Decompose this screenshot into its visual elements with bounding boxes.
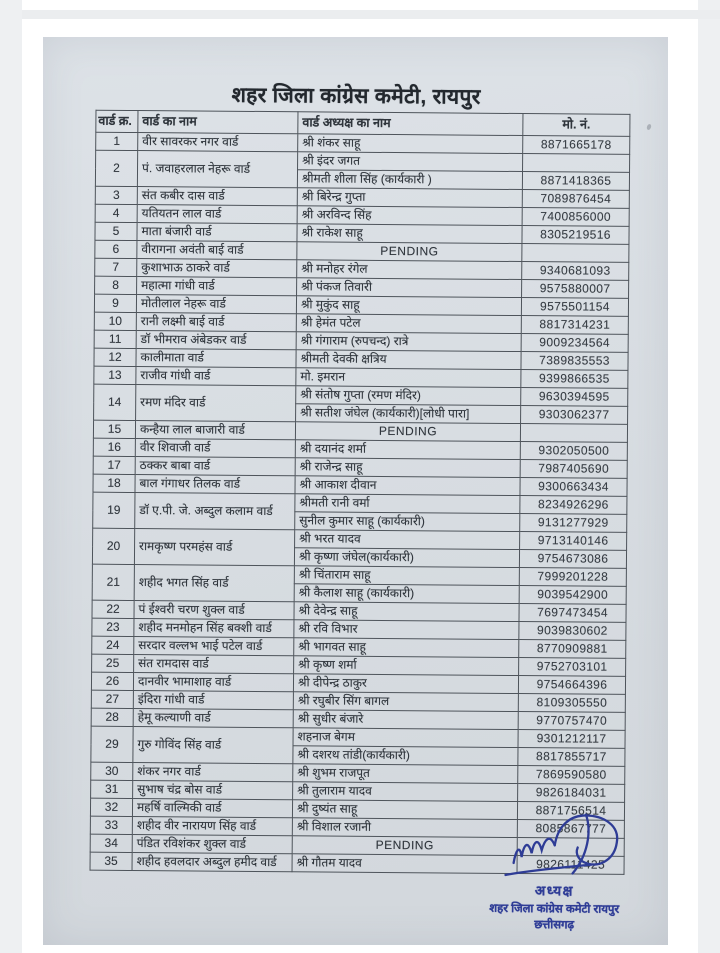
- ward-row: [96, 150, 630, 172]
- ward-name-cell: शहीद भगत सिंह वार्ड: [134, 565, 294, 602]
- ward-table-body: [90, 132, 630, 874]
- ward-name-cell: कुशाभाऊ ठाकरे वार्ड: [137, 259, 297, 278]
- ward-row: [92, 564, 626, 586]
- ward-name-cell: महात्मा गांधी वार्ड: [137, 277, 297, 296]
- ward-no-cell: 9: [94, 294, 136, 312]
- ward-no-cell: 5: [95, 222, 137, 240]
- mobile-no-cell: 8109305550: [518, 694, 625, 713]
- ward-no-cell: 8: [95, 276, 137, 294]
- ward-no-cell: 25: [92, 654, 134, 672]
- ward-name-cell: रमण मंदिर वार्ड: [136, 385, 296, 422]
- president-name-cell: श्री कृष्णा जंघेल(कार्यकारी): [294, 548, 519, 568]
- mobile-no-cell: 9039542900: [519, 586, 626, 605]
- ward-name-cell: डॉ भीमराव अंबेडकर वार्ड: [136, 331, 296, 350]
- ward-no-cell: 11: [94, 330, 136, 348]
- president-name-cell: मो. इमरान: [296, 368, 521, 388]
- ward-no-cell: 3: [95, 186, 137, 204]
- header-ward-name: वार्ड का नाम: [138, 111, 298, 134]
- ward-name-cell: यतियतन लाल वार्ड: [137, 205, 297, 224]
- mobile-no-cell: 9300663434: [520, 478, 627, 497]
- president-name-cell: श्री रघुबीर सिंग बागल: [293, 692, 518, 712]
- ward-no-cell: 27: [91, 690, 133, 708]
- ward-table: [90, 110, 631, 875]
- ward-no-cell: 24: [92, 636, 134, 654]
- ward-row: [93, 492, 627, 514]
- ward-no-cell: 20: [92, 528, 134, 564]
- ward-no-cell: 28: [91, 708, 133, 726]
- ward-no-cell: 33: [90, 816, 132, 834]
- ward-no-cell: 31: [91, 780, 133, 798]
- ward-no-cell: 13: [94, 366, 136, 384]
- mobile-no-cell: 9826184031: [518, 784, 625, 803]
- mobile-no-cell: 9302050500: [520, 442, 627, 461]
- president-name-cell: श्री तुलाराम यादव: [293, 782, 518, 802]
- ward-name-cell: रामकृष्ण परमहंस वार्ड: [134, 529, 294, 566]
- mobile-no-cell: 8234926296: [520, 496, 627, 515]
- ward-name-cell: पं ईश्वरी चरण शुक्ल वार्ड: [134, 601, 294, 620]
- mobile-no-cell: 8770909881: [519, 640, 626, 659]
- header-president-name: वार्ड अध्यक्ष का नाम: [298, 112, 523, 136]
- ward-name-cell: मोतीलाल नेहरू वार्ड: [136, 295, 296, 314]
- mobile-no-cell: 9009234564: [521, 334, 628, 353]
- ward-name-cell: दानवीर भामाशाह वार्ड: [133, 673, 293, 692]
- president-name-cell: श्री भागवत साहू: [294, 638, 519, 658]
- president-name-cell: श्री इंदर जगत: [298, 152, 523, 172]
- president-name-cell: श्रीमती रानी वर्मा: [295, 494, 520, 514]
- president-name-cell: श्री बिरेन्द्र गुप्ता: [297, 188, 522, 208]
- ward-no-cell: 29: [91, 726, 133, 762]
- mobile-no-cell: 8817314231: [521, 316, 628, 335]
- handwritten-signature: [479, 811, 630, 884]
- president-name-cell: श्री दशरथ तांडी(कार्यकारी): [293, 746, 518, 766]
- stamp-role: अध्यक्ष: [534, 883, 574, 899]
- president-name-cell: श्री संतोष गुप्ता (रमण मंदिर): [296, 386, 521, 406]
- mobile-no-cell: 7999201228: [519, 568, 626, 587]
- ward-name-cell: बाल गंगाधर तिलक वार्ड: [135, 475, 295, 494]
- ward-no-cell: 26: [91, 672, 133, 690]
- mobile-no-cell: 9826111425: [517, 856, 624, 875]
- president-name-cell: श्री दयानंद शर्मा: [295, 440, 520, 460]
- ward-name-cell: कालीमाता वार्ड: [136, 349, 296, 368]
- mobile-no-cell: 8305219516: [522, 226, 629, 245]
- ward-no-cell: 6: [95, 240, 137, 258]
- ward-no-cell: 30: [91, 762, 133, 780]
- president-name-cell: शहनाज बेगम: [293, 728, 518, 748]
- ward-no-cell: 22: [92, 600, 134, 618]
- ward-no-cell: 10: [94, 312, 136, 330]
- president-pending-cell: PENDING: [297, 242, 522, 262]
- signature-block: [444, 810, 665, 933]
- president-name-cell: श्री कृष्ण शर्मा: [294, 656, 519, 676]
- president-name-cell: श्री पंकज तिवारी: [297, 278, 522, 298]
- ward-no-cell: 21: [92, 564, 134, 600]
- ward-no-cell: 32: [90, 798, 132, 816]
- mobile-no-cell: 9575501154: [521, 298, 628, 317]
- ward-name-cell: रानी लक्ष्मी बाई वार्ड: [136, 313, 296, 332]
- ward-name-cell: महर्षि वाल्मिकी वार्ड: [132, 799, 292, 818]
- ward-name-cell: डॉ ए.पी. जे. अब्दुल कलाम वार्ड: [135, 493, 295, 530]
- president-name-cell: श्री मुकुंद साहू: [296, 296, 521, 316]
- stamp-org: शहर जिला कांग्रेस कमेटी रायपुर: [489, 902, 620, 916]
- ward-name-cell: संत कबीर दास वार्ड: [137, 187, 297, 206]
- ward-no-cell: 34: [90, 834, 132, 852]
- ward-name-cell: वीरागना अवंती बाई वार्ड: [137, 241, 297, 260]
- ward-name-cell: संत रामदास वार्ड: [134, 655, 294, 674]
- ward-row: [93, 528, 627, 550]
- mobile-no-cell: 9039830602: [519, 622, 626, 641]
- mobile-no-cell: 7400856000: [522, 208, 629, 227]
- president-name-cell: श्री कैलाश साहू (कार्यकारी): [294, 584, 519, 604]
- ward-name-cell: शंकर नगर वार्ड: [133, 763, 293, 782]
- mobile-no-cell: 9754673086: [519, 550, 626, 569]
- ward-name-cell: शहीद हवलदार अब्दुल हमीद वार्ड: [132, 853, 292, 872]
- mobile-no-cell: 7987405690: [520, 460, 627, 479]
- mobile-no-cell: 9399866535: [521, 370, 628, 389]
- president-name-cell: श्री सतीश जंघेल (कार्यकारी)[लोधी पारा]: [296, 404, 521, 424]
- mobile-no-cell: 9303062377: [521, 406, 628, 425]
- ward-name-cell: वीर शिवाजी वार्ड: [135, 439, 295, 458]
- president-name-cell: श्री भरत यादव: [295, 530, 520, 550]
- ward-no-cell: 35: [90, 852, 132, 870]
- ward-name-cell: शहीद मनमोहन सिंह बक्शी वार्ड: [134, 619, 294, 638]
- ward-no-cell: 2: [95, 150, 137, 186]
- mobile-no-cell: 9301212117: [518, 730, 625, 749]
- president-name-cell: श्री गंगाराम (रुपचन्द) रात्रे: [296, 332, 521, 352]
- ward-row: [91, 726, 625, 748]
- ward-name-cell: वीर सावरकर नगर वार्ड: [138, 133, 298, 152]
- ward-no-cell: 7: [95, 258, 137, 276]
- mobile-no-cell: 9770757470: [518, 712, 625, 731]
- president-name-cell: श्री आकाश दीवान: [295, 476, 520, 496]
- screen-edge-right: [698, 0, 720, 953]
- president-name-cell: श्री दीपेन्द्र ठाकुर: [293, 674, 518, 694]
- president-name-cell: श्री मनोहर रंगेल: [297, 260, 522, 280]
- ward-no-cell: 15: [93, 420, 135, 438]
- mobile-no-cell: 7869590580: [518, 766, 625, 785]
- ward-no-cell: 16: [93, 438, 135, 456]
- mobile-no-cell: 9131277929: [520, 514, 627, 533]
- ward-no-cell: 1: [96, 132, 138, 150]
- mobile-no-cell: [523, 154, 630, 173]
- president-name-cell: सुनील कुमार साहू (कार्यकारी): [295, 512, 520, 532]
- ward-name-cell: इंदिरा गांधी वार्ड: [133, 691, 293, 710]
- mobile-no-cell: 8871665178: [523, 136, 630, 155]
- ward-no-cell: 23: [92, 618, 134, 636]
- mobile-no-cell: [522, 244, 629, 263]
- president-name-cell: श्री राकेश साहू: [297, 224, 522, 244]
- screen-edge-left: [0, 0, 22, 953]
- stamp-state: छत्तीसगढ़: [534, 919, 575, 932]
- president-name-cell: श्री हेमंत पटेल: [296, 314, 521, 334]
- mobile-no-cell: 9752703101: [519, 658, 626, 677]
- ward-no-cell: 4: [95, 204, 137, 222]
- president-name-cell: श्री शंकर साहू: [298, 134, 523, 154]
- president-name-cell: श्री राजेन्द्र साहू: [295, 458, 520, 478]
- mobile-no-cell: 9630394595: [521, 388, 628, 407]
- ward-no-cell: 14: [94, 384, 136, 420]
- ward-name-cell: शहीद वीर नारायण सिंह वार्ड: [132, 817, 292, 836]
- mobile-no-cell: 9754664396: [518, 676, 625, 695]
- ward-name-cell: ठक्कर बाबा वार्ड: [135, 457, 295, 476]
- ward-name-cell: सरदार वल्लभ भाई पटेल वार्ड: [134, 637, 294, 656]
- president-name-cell: श्री अरविन्द सिंह: [297, 206, 522, 226]
- ward-name-cell: हेमू कल्याणी वार्ड: [133, 709, 293, 728]
- mobile-no-cell: 8817855717: [518, 748, 625, 767]
- president-name-cell: श्री चिंताराम साहू: [294, 566, 519, 586]
- ward-name-cell: पं. जवाहरलाल नेहरू वार्ड: [137, 151, 297, 188]
- header-ward-no: वार्ड क्र.: [96, 110, 138, 132]
- president-name-cell: श्री रवि विभार: [294, 620, 519, 640]
- mobile-no-cell: 7389835553: [521, 352, 628, 371]
- top-divider-band: [22, 10, 720, 19]
- ward-name-cell: गुरु गोविंद सिंह वार्ड: [133, 727, 293, 764]
- ward-no-cell: 17: [93, 456, 135, 474]
- president-name-cell: श्रीमती शीला सिंह (कार्यकारी ): [297, 170, 522, 190]
- ward-name-cell: पंडित रविशंकर शुक्ल वार्ड: [132, 835, 292, 854]
- mobile-no-cell: 9713140146: [520, 532, 627, 551]
- president-name-cell: श्री गौतम यादव: [292, 854, 517, 874]
- mobile-no-cell: 9575880007: [522, 280, 629, 299]
- president-name-cell: श्री सुधीर बंजारे: [293, 710, 518, 730]
- scanned-document-photo: [43, 37, 668, 945]
- president-pending-cell: PENDING: [292, 836, 517, 856]
- ward-no-cell: 19: [93, 492, 135, 528]
- paper-sheet: [37, 35, 669, 948]
- president-name-cell: श्री विशाल रजानी: [292, 818, 517, 838]
- mobile-no-cell: 8871756514: [517, 802, 624, 821]
- president-name-cell: श्री देवेन्द्र साहू: [294, 602, 519, 622]
- mobile-no-cell: 7697473454: [519, 604, 626, 623]
- president-name-cell: श्री शुभम राजपूत: [293, 764, 518, 784]
- mobile-no-cell: 8085867777: [517, 820, 624, 839]
- mobile-no-cell: 8871418365: [522, 172, 629, 191]
- mobile-no-cell: 9340681093: [522, 262, 629, 281]
- ward-no-cell: 12: [94, 348, 136, 366]
- mobile-no-cell: [520, 424, 627, 443]
- president-name-cell: श्रीमती देवकी क्षत्रिय: [296, 350, 521, 370]
- ward-name-cell: सुभाष चंद्र बोस वार्ड: [133, 781, 293, 800]
- ward-name-cell: माता बंजारी वार्ड: [137, 223, 297, 242]
- mobile-no-cell: 7089876454: [522, 190, 629, 209]
- ward-row: [94, 384, 628, 406]
- document-title: शहर जिला कांग्रेस कमेटी, रायपुर: [231, 83, 481, 109]
- ward-no-cell: 18: [93, 474, 135, 492]
- ward-name-cell: कन्हैया लाल बाजारी वार्ड: [135, 421, 295, 440]
- header-mobile-no: मो. नं.: [523, 114, 630, 137]
- president-pending-cell: PENDING: [295, 422, 520, 442]
- president-name-cell: श्री दुष्यंत साहू: [292, 800, 517, 820]
- ward-name-cell: राजीव गांधी वार्ड: [136, 367, 296, 386]
